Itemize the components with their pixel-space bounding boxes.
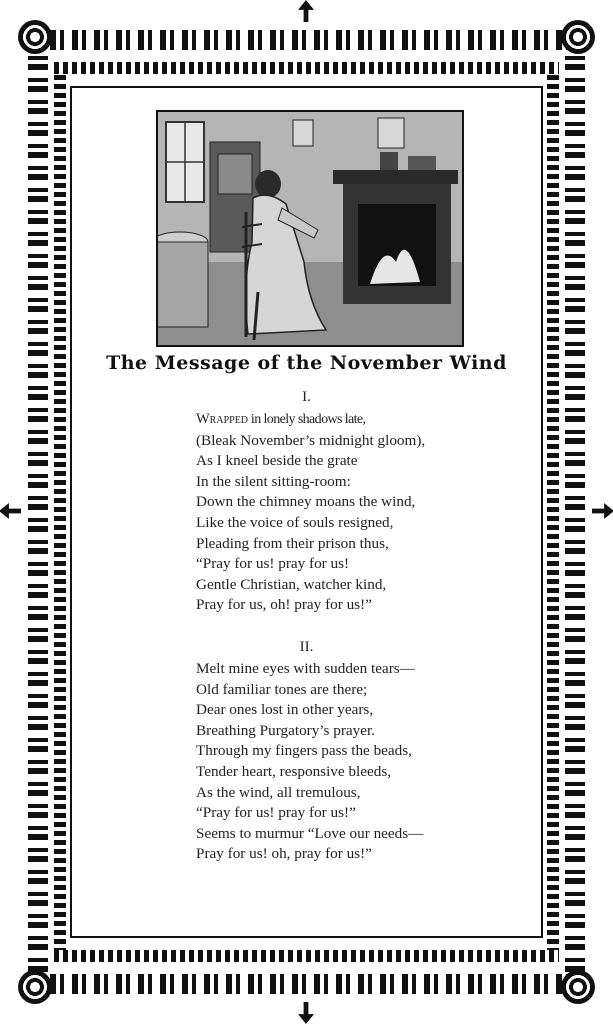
poem-line: Gentle Christian, watcher kind, <box>196 575 387 593</box>
poem-body <box>80 388 533 865</box>
poem-line: Pray for us! oh, pray for us!” <box>196 845 372 863</box>
poem-title: The Message of the November Wind <box>106 352 507 374</box>
corner-ornament-icon <box>561 20 595 54</box>
corner-ornament-icon <box>18 970 52 1004</box>
poem-line: As the wind, all tremulous, <box>196 783 361 801</box>
poem-line: Through my fingers pass the beads, <box>196 742 412 760</box>
poem-line: Seems to murmur “Love our needs— <box>196 824 424 842</box>
poem-line: “Pray for us! pray for us!” <box>196 804 356 822</box>
poem-line: “Pray for us! pray for us! <box>196 555 350 573</box>
poem-line: Tender heart, responsive bleeds, <box>196 762 392 780</box>
stanza-2 <box>80 638 533 865</box>
stanza-number: I. <box>302 389 311 405</box>
stanza-lines <box>196 659 533 865</box>
poem-line: As I kneel beside the grate <box>196 452 358 470</box>
poem-line: Pray for us, oh! pray for us!” <box>196 596 372 614</box>
corner-ornament-icon <box>561 970 595 1004</box>
poem-line: Dear ones lost in other years, <box>196 701 374 719</box>
first-line-text: in lonely shadows late, <box>248 412 366 427</box>
corner-ornament-icon <box>18 20 52 54</box>
poem-line: Pleading from their prison thus, <box>196 534 389 552</box>
stanza-number: II. <box>299 638 314 655</box>
poem-line <box>196 409 533 431</box>
woman-seated-by-fireplace-icon <box>158 112 462 345</box>
stanza-1 <box>80 388 533 616</box>
poem-line: Breathing Purgatory’s prayer. <box>196 721 375 739</box>
poem-line: Down the chimney moans the wind, <box>196 493 416 511</box>
poem-line: In the silent sitting-room: <box>196 472 351 490</box>
stanza-lines <box>196 409 533 616</box>
drop-word: Wrapped <box>196 411 249 427</box>
poem-line: (Bleak November’s midnight gloom), <box>196 431 426 449</box>
poem-line: Old familiar tones are there; <box>196 680 368 698</box>
fireplace-illustration <box>156 110 464 347</box>
poem-line: Melt mine eyes with sudden tears— <box>196 659 415 677</box>
poem-line: Like the voice of souls resigned, <box>196 513 394 531</box>
